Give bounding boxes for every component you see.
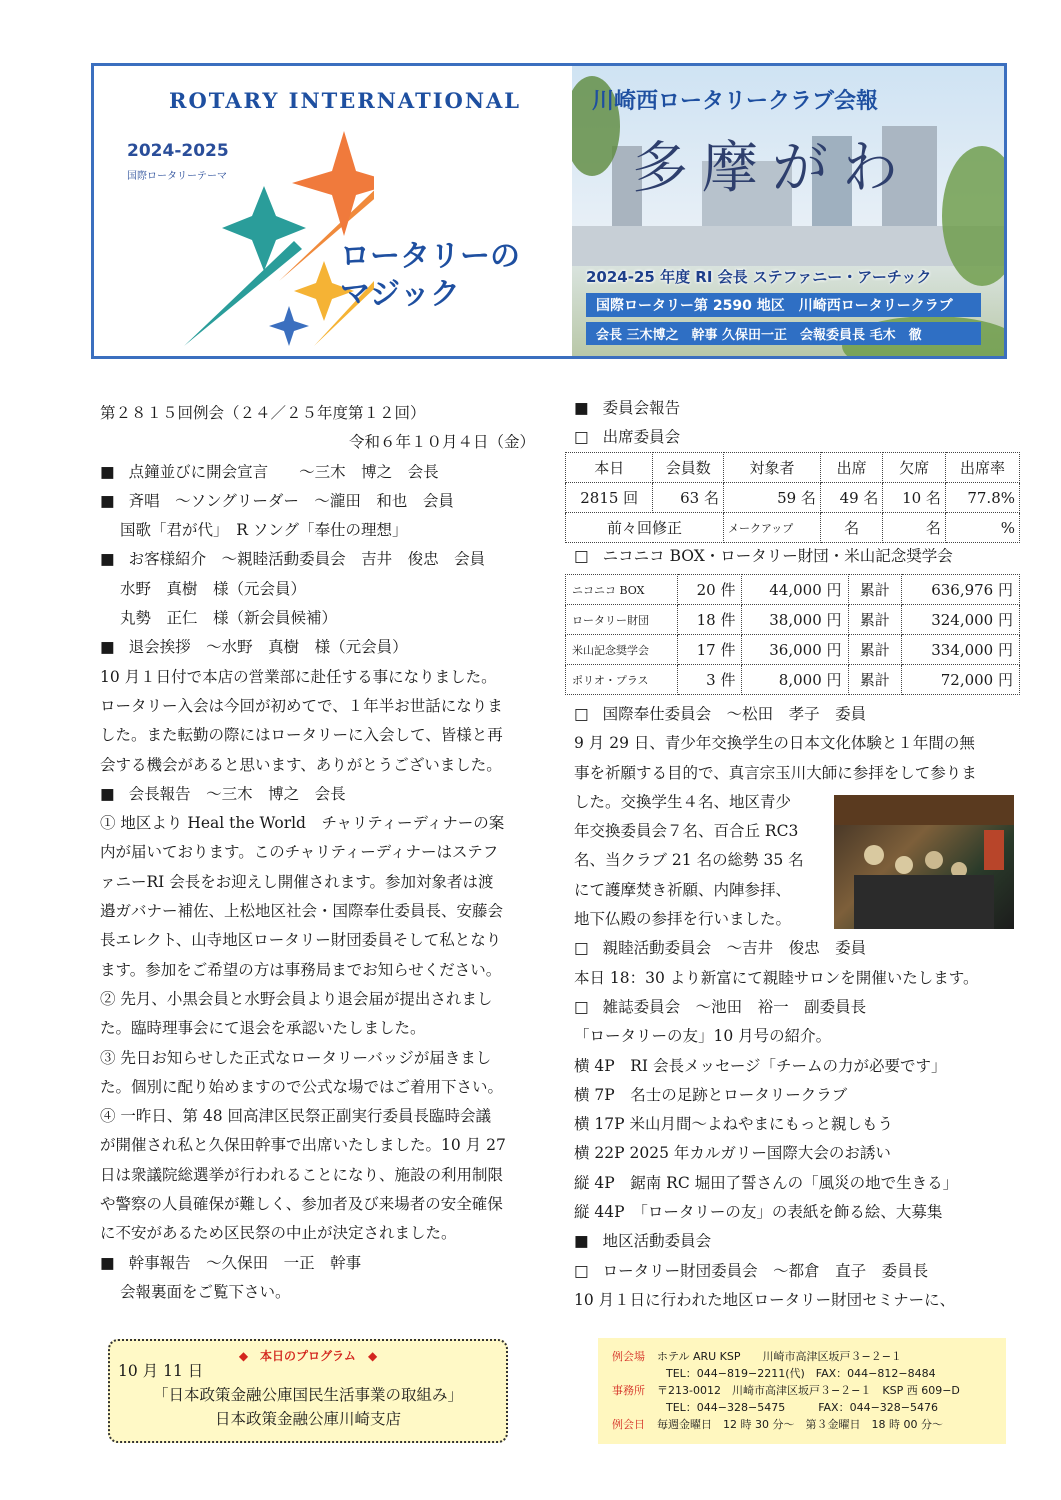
- theme-line-2: マジック: [340, 277, 460, 312]
- info-key: 例会日: [612, 1418, 645, 1431]
- table-cell: 対象者: [723, 453, 820, 483]
- paragraph-line: 10 月１日付で本店の営業部に赴任する事になりました。: [100, 667, 497, 686]
- table-cell: ロータリー財団: [566, 605, 678, 635]
- table-cell: 名: [883, 513, 946, 543]
- table-row: [566, 665, 1020, 695]
- paragraph-line: 名、当クラブ 21 名の総勢 35 名: [574, 851, 804, 870]
- paragraph-line: ァニーRI 会長をお迎えし開催されます。参加対象者は渡: [100, 872, 494, 891]
- president-report-item: ■ 会長報告 ～三木 博之 会長: [100, 780, 545, 809]
- secretary-report-item: ■ 幹事報告 ～久保田 一正 幹事: [100, 1249, 545, 1278]
- table-cell: 636,976 円: [902, 575, 1020, 605]
- paragraph-line: た。臨時理事会にて退会を承認いたしました。: [100, 1019, 426, 1038]
- guest-1: 水野 真樹 様（元会員）: [120, 579, 307, 598]
- paragraph-line: や警察の人員確保が難しく、参加者及び来場者の安全確保: [100, 1195, 503, 1214]
- paragraph-line: ロータリー入会は今回が初めてで、１年半お世話になりま: [100, 696, 503, 715]
- attendance-table: [565, 452, 1020, 543]
- table-cell: 44,000 円: [742, 575, 848, 605]
- table-cell: 2815 回: [566, 483, 653, 513]
- ri-theme-panel: [94, 66, 572, 356]
- temple-interior-image: [834, 795, 1014, 929]
- right-column-head: [574, 394, 680, 453]
- table-cell: 本日: [566, 453, 653, 483]
- info-value: TEL：044−328−5475 FAX：044−328−5476: [666, 1401, 939, 1414]
- paragraph-line: 9 月 29 日、青少年交換学生の日本文化体験と１年間の無: [574, 734, 975, 753]
- theme-line-1: ロータリーの: [340, 239, 520, 274]
- paragraph-line: 邉ガバナー補佐、上松地区社会・国際奉仕委員長、安藤会: [100, 902, 504, 921]
- info-value: 〒213-0012 川崎市高津区坂戸３−２−１ KSP 西 609−D: [657, 1384, 960, 1397]
- table-cell: 名: [820, 513, 883, 543]
- info-key: 事務所: [612, 1384, 645, 1397]
- paragraph-line: に不安があるため区民祭の中止が決定されました。: [100, 1224, 457, 1243]
- info-value: 毎週金曜日 12 時 30 分〜 第３金曜日 18 時 00 分〜: [657, 1418, 943, 1431]
- program-date: 10 月 11 日: [118, 1362, 204, 1380]
- table-cell: 出席: [820, 453, 883, 483]
- committee-reports-heading: ■ 委員会報告: [574, 394, 680, 423]
- table-cell: 334,000 円: [902, 635, 1020, 665]
- songs: 国歌「君が代」 R ソング「奉仕の理想」: [120, 521, 408, 540]
- magazine-item: 横 7P 名士の足跡とロータリークラブ: [574, 1085, 848, 1104]
- paragraph-line: 地下仏殿の参拝を行いました。: [574, 910, 792, 929]
- table-cell: 36,000 円: [742, 635, 848, 665]
- table-cell: 米山記念奨学会: [566, 635, 678, 665]
- table-cell: 累計: [848, 635, 902, 665]
- table-cell: 累計: [848, 605, 902, 635]
- paragraph-line: 会する機会があると思います、ありがとうございました。: [100, 755, 502, 774]
- info-value: TEL：044−819−2211(代) FAX：044−812−8484: [666, 1367, 936, 1380]
- paragraph-line: にて護摩焚き祈願、内陣参拝、: [574, 880, 792, 899]
- club-info-box: [598, 1338, 1006, 1444]
- paragraph-line: ます。参加をご希望の方は事務局までお知らせください。: [100, 960, 502, 979]
- table-cell: 会員数: [653, 453, 724, 483]
- table-row: [566, 513, 1020, 543]
- guest-intro-item: ■ お客様紹介 ～親睦活動委員会 吉井 俊忠 会員: [100, 545, 545, 574]
- ri-president-banner: 2024-25 年度 RI 会長 ステファニー・アーチック: [586, 268, 932, 286]
- paragraph-line: 10 月１日に行われた地区ロータリー財団セミナーに、: [574, 1290, 956, 1309]
- info-row: [666, 1399, 938, 1416]
- table-cell: ポリオ・プラス: [566, 665, 678, 695]
- table-cell: 累計: [848, 575, 902, 605]
- paragraph-line: が開催され私と久保田幹事で出席いたしました。10 月 27: [100, 1136, 506, 1155]
- club-bulletin-panel: [572, 66, 1004, 356]
- box-heading: □ ニコニコ BOX・ロータリー財団・米山記念奨学会: [574, 542, 953, 571]
- paragraph-line: ④ 一昨日、第 48 回高津区民祭正副実行委員長臨時会議: [100, 1107, 492, 1126]
- table-row: [566, 635, 1020, 665]
- masthead: [91, 63, 1007, 359]
- ri-title: ROTARY INTERNATIONAL: [169, 88, 522, 113]
- info-row: [612, 1416, 943, 1433]
- right-column: [574, 700, 979, 1315]
- paragraph-line: た。個別に配り始めますので公式な場ではご着用下さい。: [100, 1077, 504, 1096]
- paragraph-line: ② 先月、小黒会員と水野会員より退会届が提出されまし: [100, 989, 493, 1008]
- fellowship-heading: □ 親睦活動委員会 ～吉井 俊忠 委員: [574, 934, 979, 963]
- foundation-heading: □ ロータリー財団委員会 ～都倉 直子 委員長: [574, 1257, 979, 1286]
- magazine-item: 横 22P 2025 年カルガリー国際大会のお誘い: [574, 1144, 891, 1163]
- table-cell: 63 名: [653, 483, 724, 513]
- table-cell: 17 件: [677, 635, 742, 665]
- district-heading: ■ 地区活動委員会: [574, 1227, 979, 1256]
- table-cell: 49 名: [820, 483, 883, 513]
- table-cell: ニコニコ BOX: [566, 575, 678, 605]
- table-cell: 累計: [848, 665, 902, 695]
- program-title: ◆ 本日のプログラム ◆: [238, 1349, 378, 1363]
- magazine-item: 縦 44P 「ロータリーの友」の表紙を飾る絵、大募集: [574, 1203, 943, 1222]
- program-speaker: 日本政策金融公庫川崎支店: [214, 1410, 401, 1428]
- club-bulletin-title: 川崎西ロータリークラブ会報: [592, 89, 879, 114]
- donation-table: [565, 574, 1020, 695]
- meeting-date: 令和６年１０月４日（金）: [348, 433, 535, 452]
- table-cell: 欠席: [883, 453, 946, 483]
- farewell-item: ■ 退会挨拶 ～水野 真樹 様（元会員）: [100, 633, 545, 662]
- magazine-item: 縦 4P 鋸南 RC 堀田了誓さんの「風災の地で生きる」: [574, 1173, 959, 1192]
- guest-2: 丸勢 正仁 様（新会員候補）: [120, 609, 338, 628]
- table-row: [566, 605, 1020, 635]
- magazine-item: 横 17P 米山月間～よねやまにもっと親しもう: [574, 1115, 894, 1134]
- magazine-heading: □ 雑誌委員会 ～池田 裕一 副委員長: [574, 993, 979, 1022]
- info-row: [666, 1365, 936, 1382]
- officers-banner: 会長 三木博之 幹事 久保田一正 会報委員長 毛木 徹: [586, 322, 981, 345]
- table-header-row: [566, 453, 1020, 483]
- intl-service-heading: □ 国際奉仕委員会 ～松田 孝子 委員: [574, 700, 979, 729]
- paragraph-line: 長エレクト、山寺地区ロータリー財団委員そして私となり: [100, 931, 502, 950]
- attendance-heading: □ 出席委員会: [574, 423, 680, 452]
- table-cell: 72,000 円: [902, 665, 1020, 695]
- paragraph-line: 本日 18：30 より新富にて親睦サロンを開催いたします。: [574, 968, 979, 987]
- table-row: [566, 575, 1020, 605]
- paragraph-line: ③ 先日お知らせした正式なロータリーバッジが届きまし: [100, 1048, 492, 1067]
- paragraph-line: ① 地区より Heal the World チャリティーディナーの案: [100, 814, 505, 833]
- opening-item: ■ 点鐘並びに開会宣言 ～三木 博之 会長: [100, 458, 545, 487]
- info-key: 例会場: [612, 1350, 645, 1363]
- table-cell: 38,000 円: [742, 605, 848, 635]
- table-cell: 3 件: [677, 665, 742, 695]
- table-row: [566, 483, 1020, 513]
- meeting-number: 第２８１５回例会（２４／２５年度第１２回）: [100, 404, 426, 422]
- paragraph-line: 日は衆議院総選挙が行われることになり、施設の利用制限: [100, 1165, 504, 1184]
- theme-label: 国際ロータリーテーマ: [127, 171, 227, 182]
- table-cell: 前々回修正: [566, 513, 724, 543]
- secretary-note: 会報裏面をご覧下さい。: [120, 1282, 291, 1301]
- district-banner: 国際ロータリー第 2590 地区 川崎西ロータリークラブ: [586, 293, 981, 317]
- table-cell: 8,000 円: [742, 665, 848, 695]
- paragraph-line: 年交換委員会７名、百合丘 RC3: [574, 822, 799, 841]
- paragraph-line: 事を祈願する目的で、真言宗玉川大師に参拝をして参りま: [574, 763, 977, 782]
- info-row: [612, 1348, 902, 1365]
- table-cell: 324,000 円: [902, 605, 1020, 635]
- table-cell: 10 名: [883, 483, 946, 513]
- left-column: [100, 399, 545, 1307]
- paragraph-line: 「ロータリーの友」10 月号の紹介。: [574, 1027, 832, 1046]
- table-cell: %: [945, 513, 1019, 543]
- table-cell: 20 件: [677, 575, 742, 605]
- singing-item: ■ 斉唱 ～ソングリーダー ～瀧田 和也 会員: [100, 487, 545, 516]
- temple-visit-photo: [834, 795, 1014, 929]
- program-box: [108, 1339, 508, 1443]
- info-row: [612, 1382, 960, 1399]
- table-cell: 59 名: [723, 483, 820, 513]
- magazine-item: 横 4P RI 会長メッセージ「チームの力が必要です」: [574, 1056, 947, 1075]
- info-value: ホテル ARU KSP 川崎市高津区坂戸３−２−１: [657, 1350, 902, 1363]
- program-topic: 「日本政策金融公庫国民生活事業の取組み」: [152, 1386, 463, 1404]
- year-range: 2024-2025: [127, 141, 229, 161]
- table-cell: 77.8%: [945, 483, 1019, 513]
- table-cell: メークアップ: [723, 513, 820, 543]
- bulletin-name: 多摩がわ: [632, 136, 912, 201]
- paragraph-line: した。また転勤の際にはロータリーに入会して、皆様と再: [100, 726, 503, 745]
- paragraph-line: した。交換学生４名、地区青少: [574, 792, 792, 811]
- paragraph-line: 内が届いております。このチャリティーディナーはステフ: [100, 843, 499, 862]
- table-cell: 出席率: [945, 453, 1019, 483]
- table-cell: 18 件: [677, 605, 742, 635]
